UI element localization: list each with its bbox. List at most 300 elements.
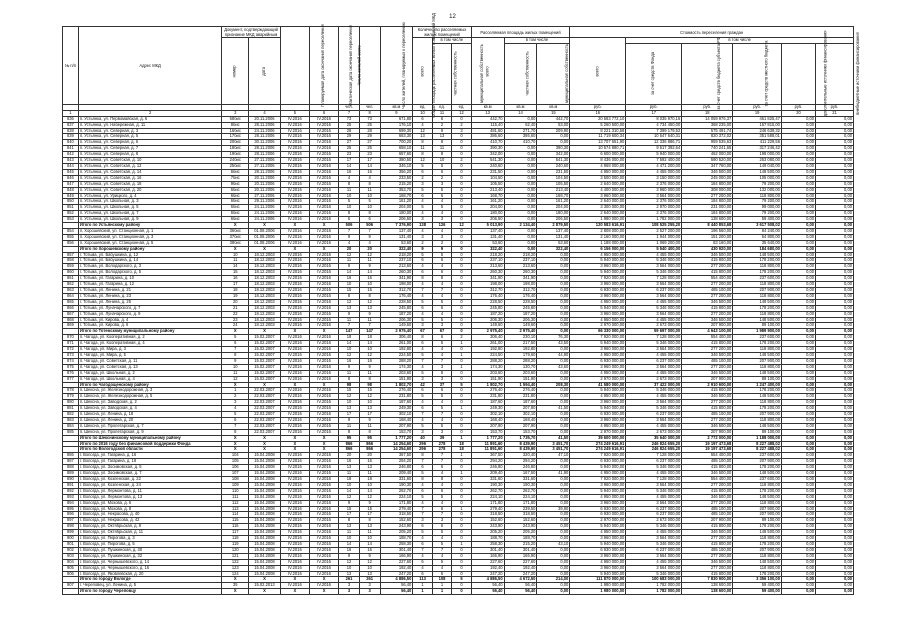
cell-cl: 59 400,00: [733, 583, 782, 589]
cell-cs: 308 000,00: [682, 187, 733, 193]
cell-at: 203,60: [471, 370, 504, 376]
cell-date: 22.03.2007: [249, 423, 281, 429]
cell-a: IV.2016: [309, 217, 338, 223]
cell-cl: 118 800,00: [733, 347, 782, 353]
cell-ta: 180,00: [380, 211, 413, 217]
cell-date: 15.02.2007: [249, 376, 281, 382]
cell-at: 188,70: [471, 536, 504, 542]
cell-a: IV.2016: [309, 488, 338, 494]
cell-ap: 168,40: [504, 417, 537, 423]
cell-p: IV.2016: [280, 264, 309, 270]
cell-n: 859: [63, 264, 79, 270]
cell-ce: 0,00: [781, 270, 815, 276]
cell-n: 849: [63, 193, 79, 199]
cell-ap: 271,70: [504, 128, 537, 134]
cell-ce: 0,00: [781, 394, 815, 400]
cell-rm: 0: [452, 329, 472, 335]
cell-n: 846: [63, 175, 79, 181]
cell-ce: 0,00: [781, 541, 815, 547]
cell-rm: 0: [452, 193, 472, 199]
cell-n: 903: [63, 553, 79, 559]
cell-ca: 0,00: [816, 193, 854, 199]
cell-ta: 700,20: [380, 140, 413, 146]
cell-cf: 3 564 000,00: [626, 500, 682, 506]
cell-ct: 4 950 000,00: [570, 423, 626, 429]
cell-a: IV.2016: [309, 358, 338, 364]
cell-cl: 178 200,00: [733, 406, 782, 412]
cell-at: 245,80: [471, 305, 504, 311]
cell-cs: 346 500,00: [682, 169, 733, 175]
cell-cl: 89 100,00: [733, 376, 782, 382]
cell-am: 0,00: [537, 429, 570, 435]
cell-cs: 415 800,00: [682, 524, 733, 530]
cell-n: 854: [63, 228, 79, 234]
cell-addr: г. Вологда, ул. Зосимовская, д. 7: [78, 471, 222, 477]
cell-ca: 0,00: [816, 435, 854, 441]
cell-ca: 0,00: [816, 305, 854, 311]
cell-cs: 83 160,00: [682, 240, 733, 246]
cell-r: 8: [339, 181, 360, 187]
cell-ce: 0,00: [781, 406, 815, 412]
cell-am: 161,20: [537, 199, 570, 205]
cell-rt: 5: [413, 205, 432, 211]
cell-rm: 0: [452, 217, 472, 223]
cell-rm: 0: [452, 412, 472, 418]
cell-cl: 3 617 508,02: [733, 223, 782, 229]
cell-rt: 296: [413, 447, 432, 453]
cell-cs: 19 197 473,68: [682, 447, 733, 453]
cell-rp: 11: [359, 370, 380, 376]
cell-ca: 0,00: [816, 158, 854, 164]
cell-n: 888: [63, 465, 79, 471]
cell-ct: 6 930 000,00: [570, 459, 626, 465]
cell-am: 442,70: [537, 116, 570, 122]
cell-rp: 25: [359, 146, 380, 152]
cell-cf: 6 237 000,00: [626, 547, 682, 553]
cell-ct: 6 156 000,00: [570, 246, 626, 252]
cell-addr: п. Устьянка, ул. Советская, д. 10: [78, 158, 222, 164]
cell-rp: 13: [359, 571, 380, 577]
cell-ct: 5 940 000,00: [570, 524, 626, 530]
cell-ap: 151,90: [504, 376, 537, 382]
cell-ap: 320,40: [504, 453, 537, 459]
cell-am: 0,00: [537, 494, 570, 500]
cell-ct: 2 640 000,00: [570, 199, 626, 205]
cell-cl: 207 900,00: [733, 547, 782, 553]
cell-num: 115: [222, 518, 249, 524]
cell-rp: 16: [359, 459, 380, 465]
cell-rpv: 1: [432, 583, 451, 589]
cell-p: IV.2016: [280, 524, 309, 530]
cell-at: 240,60: [471, 163, 504, 169]
cell-rp: 3: [359, 583, 380, 589]
cell-cs: 485 100,00: [682, 547, 733, 553]
cell-ct: 6 930 000,00: [570, 412, 626, 418]
cell-date: X: [249, 246, 281, 252]
cell-addr: г. Вологда, ул. Козленская, д. 22: [78, 477, 222, 483]
cell-ap: 0,00: [504, 228, 537, 234]
cell-ce: 0,00: [781, 412, 815, 418]
cell-ct: 39 600 000,00: [570, 435, 626, 441]
cell-addr: Итого по Вологодской области: [78, 447, 222, 453]
cell-date: 15.04.2008: [249, 453, 281, 459]
cell-at: 331,60: [471, 477, 504, 483]
cell-a: IV.2016: [309, 146, 338, 152]
cell-ap: 179,60: [504, 352, 537, 358]
cell-p: IV.2016: [280, 228, 309, 234]
cell-ca: 0,00: [816, 311, 854, 317]
cell-rpv: 3: [432, 234, 451, 240]
cell-ap: 207,80: [504, 406, 537, 412]
cell-p: IV.2016: [280, 571, 309, 577]
cell-rt: 4: [413, 199, 432, 205]
cell-cl: 148 500,00: [733, 494, 782, 500]
cell-cs: 184 800,00: [682, 181, 733, 187]
cell-cs: 462 000,00: [682, 152, 733, 158]
cell-addr: г. Вологда, ул. Лермонтова, д. 13: [78, 494, 222, 500]
cell-r: 10: [339, 536, 360, 542]
cell-rt: 4: [413, 553, 432, 559]
cell-n: 840: [63, 140, 79, 146]
cell-ta: 206,50: [380, 217, 413, 223]
cell-ap: 205,20: [504, 530, 537, 536]
cell-addr: п. Устьянка, ул. Первомайская, д. 6: [78, 116, 222, 122]
cell-rp: 4: [359, 240, 380, 246]
cell-ta: 218,20: [380, 252, 413, 258]
cell-r: 3: [339, 583, 360, 589]
cell-ap: 0,00: [504, 187, 537, 193]
cell-num: 37бис: [222, 234, 249, 240]
cell-rt: 7: [413, 506, 432, 512]
cell-addr: г. Вологда, ул. Лермонтова, д. 11: [78, 488, 222, 494]
cell-addr: г. Тотьма, ул. Бабушкина, д. 14: [78, 258, 222, 264]
header-residents: Число жителей всего: [339, 27, 360, 105]
cell-ct: 3 960 000,00: [570, 565, 626, 571]
header-cost-group: Стоимость переселения граждан: [570, 27, 854, 38]
cell-rpv: 4: [432, 400, 451, 406]
cell-ap: 0,00: [504, 146, 537, 152]
cell-rm: 0: [452, 429, 472, 435]
cell-ta: 190,30: [380, 482, 413, 488]
cell-date: 15.02.2007: [249, 364, 281, 370]
header-residents-planned: Число жителей, планируемых к переселению: [359, 27, 380, 105]
cell-addr: п. Шексна, ул. Пролетарская, д. 7: [78, 423, 222, 429]
cell-ca: 0,00: [816, 128, 854, 134]
cell-ce: 0,00: [781, 494, 815, 500]
cell-r: 15: [339, 388, 360, 394]
cell-ce: 0,00: [781, 358, 815, 364]
cell-ta: 14 254,60: [380, 441, 413, 447]
column-number: 18: [682, 110, 733, 116]
cell-addr: п. Устьянка, ул. Советская, д. 14: [78, 169, 222, 175]
cell-cs: 346 500,00: [682, 394, 733, 400]
cell-ap: 294,20: [504, 459, 537, 465]
cell-cl: 207 900,00: [733, 288, 782, 294]
cell-rm: 0: [452, 559, 472, 565]
cell-ce: 0,00: [781, 193, 815, 199]
cell-p: IV.2016: [280, 205, 309, 211]
cell-rpv: 7: [432, 459, 451, 465]
cell-addr: п. Устьянка, ул. Урицкого, д. 4: [78, 193, 222, 199]
cell-r: 5: [339, 199, 360, 205]
cell-rpv: 126: [432, 223, 451, 229]
cell-rt: 6: [413, 388, 432, 394]
cell-n: 881: [63, 406, 79, 412]
cell-addr: п. Чагода, ул. Советская, д. 13: [78, 364, 222, 370]
cell-ta: 671,80: [380, 116, 413, 122]
cell-ta: 2 975,40: [380, 329, 413, 335]
cell-rm: 0: [452, 293, 472, 299]
cell-am: 0,00: [537, 423, 570, 429]
cell-am: 2 879,50: [537, 223, 570, 229]
cell-ta: 1 802,70: [380, 382, 413, 388]
cell-rp: 14: [359, 341, 380, 347]
cell-rt: 3: [413, 217, 432, 223]
cell-cs: 231 000,00: [682, 205, 733, 211]
cell-am: 0,00: [537, 264, 570, 270]
cell-ta: 198,00: [380, 282, 413, 288]
cell-a: X: [309, 382, 338, 388]
cell-ct: 10 574 880,71: [570, 146, 626, 152]
cell-date: 22.03.2007: [249, 388, 281, 394]
cell-num: 68бис: [222, 116, 249, 122]
cell-ce: 0,00: [781, 553, 815, 559]
cell-at: 168,70: [471, 193, 504, 199]
cell-cf: 59 697 000,00: [626, 329, 682, 335]
cell-ta: 246,80: [380, 465, 413, 471]
cell-p: IV.2016: [280, 423, 309, 429]
cell-cl: 246 639,32: [733, 128, 782, 134]
cell-ap: 190,30: [504, 482, 537, 488]
cell-am: 39,90: [537, 506, 570, 512]
cell-rm: 0: [452, 370, 472, 376]
cell-rm: 0: [452, 524, 472, 530]
cell-p: IV.2016: [280, 352, 309, 358]
cell-p: IV.2016: [280, 518, 309, 524]
cell-rpv: 8: [432, 140, 451, 146]
cell-ca: 0,00: [816, 589, 854, 595]
cell-ap: 218,20: [504, 252, 537, 258]
cell-cf: 3 564 000,00: [626, 347, 682, 353]
cell-cl: 118 800,00: [733, 565, 782, 571]
cell-ce: 0,00: [781, 547, 815, 553]
cell-cl: 317 246,42: [733, 146, 782, 152]
cell-rpv: 11: [432, 146, 451, 152]
cell-ta: 131,40: [380, 234, 413, 240]
cell-ap: 228,50: [504, 299, 537, 305]
cell-rpv: 4: [432, 282, 451, 288]
cell-ca: 0,00: [816, 134, 854, 140]
cell-r: 147: [339, 329, 360, 335]
cell-rp: 10: [359, 193, 380, 199]
cell-date: X: [249, 441, 281, 447]
cell-rp: 866: [359, 447, 380, 453]
cell-at: 442,70: [471, 116, 504, 122]
cell-rt: 13: [413, 134, 432, 140]
cell-a: IV.2016: [309, 524, 338, 530]
header-total-area: Общая площадь расселяемых жилых помещений МКД: [380, 27, 413, 105]
cell-ca: 0,00: [816, 276, 854, 282]
cell-ct: 20 583 772,10: [570, 116, 626, 122]
header-area-in-that: в том числе: [504, 38, 570, 44]
cell-num: 10: [222, 364, 249, 370]
cell-r: 98: [339, 382, 360, 388]
cell-cs: 151 200,00: [682, 234, 733, 240]
cell-addr: г. Тотьма, ул. Кирова, д. 4: [78, 317, 222, 323]
cell-n: 838: [63, 128, 79, 134]
cell-addr: п. Устьянка, ул. Школьная, д. 5: [78, 205, 222, 211]
cell-rt: 4: [413, 311, 432, 317]
cell-rp: 8: [359, 211, 380, 217]
cell-cs: 554 400,00: [682, 276, 733, 282]
cell-cl: 178 200,00: [733, 341, 782, 347]
cell-rpv: 5: [432, 559, 451, 565]
cell-n: 891: [63, 482, 79, 488]
cell-addr: г. Тотьма, ул. Ленина, д. 25: [78, 299, 222, 305]
cell-ct: 3 500 000,00: [570, 175, 626, 181]
cell-ta: 213,60: [380, 264, 413, 270]
cell-rm: 0: [452, 228, 472, 234]
cell-ce: 0,00: [781, 140, 815, 146]
cell-ct: 4 950 000,00: [570, 494, 626, 500]
cell-cl: 207 900,00: [733, 358, 782, 364]
cell-ta: 322,40: [380, 246, 413, 252]
cell-rt: 6: [413, 406, 432, 412]
cell-ce: 0,00: [781, 370, 815, 376]
cell-a: IV.2016: [309, 276, 338, 282]
cell-num: 15: [222, 270, 249, 276]
header-cost-fund: за счет средств Фонда: [626, 43, 682, 104]
cell-num: 108: [222, 477, 249, 483]
cell-rm: 0: [452, 518, 472, 524]
cell-ca: 0,00: [816, 453, 854, 459]
cell-rp: 506: [359, 223, 380, 229]
cell-r: 25: [339, 146, 360, 152]
cell-ca: 0,00: [816, 234, 854, 240]
cell-date: 15.04.2008: [249, 518, 281, 524]
cell-cs: 138 600,00: [682, 217, 733, 223]
cell-ap: 171,80: [504, 500, 537, 506]
cell-rp: 17: [359, 158, 380, 164]
cell-am: 43,10: [537, 541, 570, 547]
cell-num: 112: [222, 500, 249, 506]
cell-ct: 1 188 000,00: [570, 240, 626, 246]
cell-date: 15.04.2008: [249, 488, 281, 494]
cell-addr: п. Шексна, ул. Железнодорожная, д. 5: [78, 394, 222, 400]
cell-cl: 1 188 000,00: [733, 435, 782, 441]
cell-cs: 277 200,00: [682, 264, 733, 270]
cell-rpv: 13: [432, 134, 451, 140]
cell-rt: 42: [413, 382, 432, 388]
cell-n: 865: [63, 299, 79, 305]
cell-r: 261: [339, 577, 360, 583]
cell-addr: г. Тотьма, ул. Володарского, д. 3: [78, 264, 222, 270]
cell-num: 8: [222, 429, 249, 435]
cell-rpv: 67: [432, 329, 451, 335]
cell-ta: 176,10: [380, 122, 413, 128]
cell-ca: 0,00: [816, 181, 854, 187]
cell-ca: 0,00: [816, 382, 854, 388]
cell-cs: 346 500,00: [682, 471, 733, 477]
cell-cf: 108 525 255,20: [626, 223, 682, 229]
cell-ca: 0,00: [816, 146, 854, 152]
cell-rt: 1: [413, 589, 432, 595]
cell-ce: 0,00: [781, 187, 815, 193]
cell-rt: 6: [413, 571, 432, 577]
cell-at: 180,00: [471, 211, 504, 217]
cell-rp: 13: [359, 406, 380, 412]
cell-rm: 0: [452, 417, 472, 423]
cell-rm: 0: [452, 589, 472, 595]
cell-rpv: 5: [432, 423, 451, 429]
cell-ct: 4 950 000,00: [570, 352, 626, 358]
cell-p: IV.2016: [280, 417, 309, 423]
cell-p: X: [280, 329, 309, 335]
cell-date: 28.11.2006: [249, 169, 281, 175]
cell-at: 306,40: [471, 335, 504, 341]
cell-rt: 7: [413, 358, 432, 364]
cell-cf: 35 640 000,00: [626, 435, 682, 441]
cell-cl: 178 200,00: [733, 270, 782, 276]
cell-num: 24: [222, 323, 249, 329]
cell-r: 3: [339, 589, 360, 595]
cell-cl: 148 500,00: [733, 352, 782, 358]
cell-rp: 27: [359, 140, 380, 146]
cell-at: 11 891,60: [471, 441, 504, 447]
cell-ca: 0,00: [816, 299, 854, 305]
cell-ce: 0,00: [781, 341, 815, 347]
column-number: 15: [537, 110, 570, 116]
cell-rt: 6: [413, 541, 432, 547]
cell-ta: 683,30: [380, 134, 413, 140]
cell-a: IV.2016: [309, 583, 338, 589]
cell-cl: 64 800,00: [733, 234, 782, 240]
cell-cl: 178 200,00: [733, 488, 782, 494]
cell-cf: 2 376 000,00: [626, 181, 682, 187]
cell-cl: 411 229,56: [733, 140, 782, 146]
cell-num: 11: [222, 258, 249, 264]
cell-cl: 84 240,00: [733, 228, 782, 234]
cell-date: 22.03.2007: [249, 417, 281, 423]
cell-rm: 0: [452, 146, 472, 152]
cell-n: 877: [63, 376, 79, 382]
cell-p: IV.2016: [280, 565, 309, 571]
cell-date: 18.12.2003: [249, 293, 281, 299]
cell-rpv: 4: [432, 471, 451, 477]
cell-r: 11: [339, 258, 360, 264]
cell-at: 166,90: [471, 553, 504, 559]
cell-cf: 7 592 400,00: [626, 158, 682, 164]
cell-r: 13: [339, 465, 360, 471]
cell-cf: 12 336 886,71: [626, 140, 682, 146]
cell-at: 190,30: [471, 482, 504, 488]
cell-rpv: 6: [432, 388, 451, 394]
cell-rm: 5: [452, 382, 472, 388]
cell-n: 864: [63, 293, 79, 299]
cell-cs: 415 800,00: [682, 270, 733, 276]
cell-p: IV.2016: [280, 341, 309, 347]
cell-p: IV.2016: [280, 311, 309, 317]
cell-p: IV.2016: [280, 305, 309, 311]
cell-rt: 5: [413, 317, 432, 323]
cell-cf: 5 346 000,00: [626, 406, 682, 412]
cell-p: IV.2016: [280, 152, 309, 158]
cell-r: 866: [339, 441, 360, 447]
cell-date: X: [249, 577, 281, 583]
cell-r: 12: [339, 352, 360, 358]
cell-addr: г. Вологда, ул. Мохова, д. 8: [78, 506, 222, 512]
cell-ce: 0,00: [781, 400, 815, 406]
